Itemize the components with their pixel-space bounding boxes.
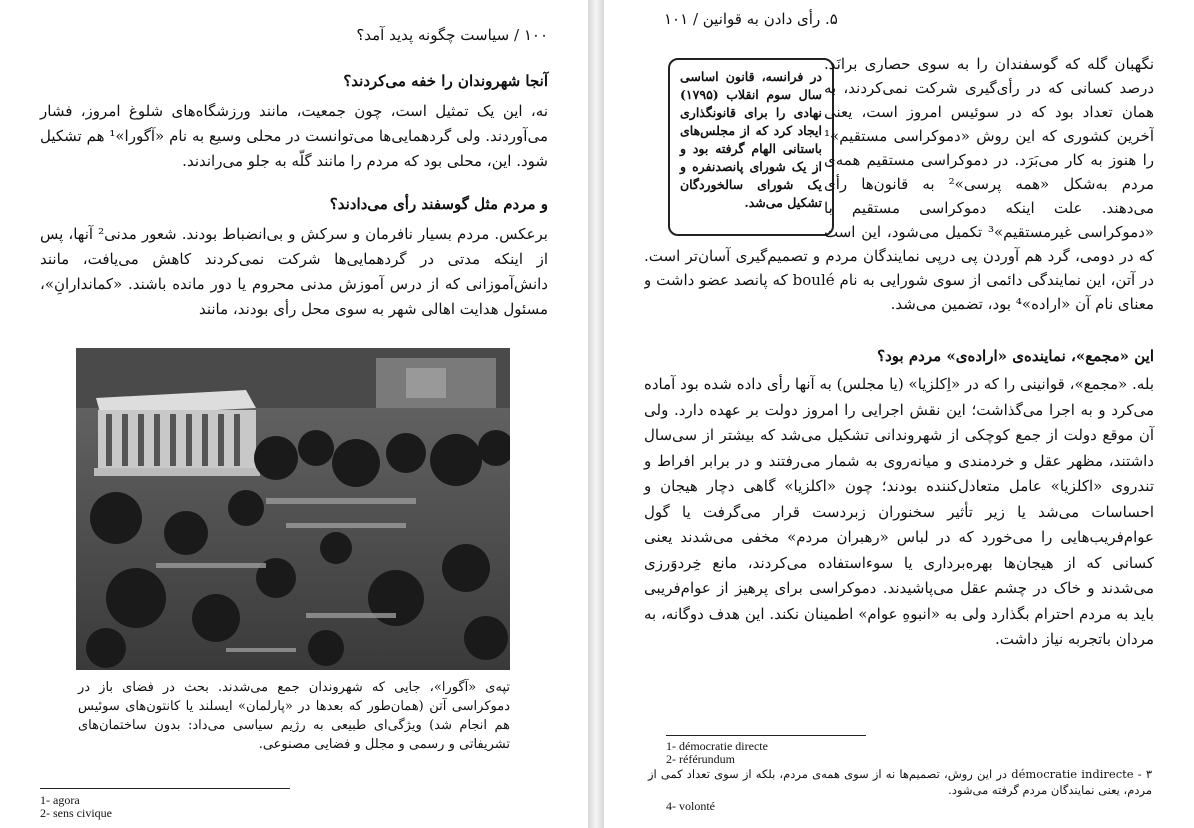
footnote-rule — [666, 735, 866, 736]
question-heading: این «مجمع»، نماینده‌ی «اراده‌ی» مردم بود؟ — [877, 347, 1154, 365]
body-paragraph — [644, 52, 1154, 342]
body-paragraph: بله. «مجمع»، قوانینی را که در «اِکلزیا» (یا مجلس) به آنها رأی داده شده بود آماده می‌کرد و به اجرا می‌گذاشت؛ این نقش اجرایی را امروز دولت بر عهده دارد. ولی آن موقع دولت از جمع کوچکی از شهروندانی تشکیل می‌شد که بیشتر از سی‌سال داشتند، مظهر عقل و خردمندی و میانه‌روی به شمار می‌رفتند و در برابر افراط و تندروی «اکلزیا» عامل متعادل‌کننده بودند؛ چون «اکلزیا» گاهی دچار هیجان و احساسات می‌شد یا زیر تأثیر سخنوران زبردست قرار می‌گرفت یا گول عوام‌فریب‌هایی را می‌خورد که در لباس «رهبران مردم» مخفی می‌شدند یعنی کسانی که از هیجان‌ها بهره‌برداری یا سوءاستفاده می‌کردند، مانع خِردوَرزی می‌شدند و خاک در چشم عقل می‌پاشیدند. دموکراسی برای پرهیز از عوام‌فریبی باید به مردم احترام بگذارد ولی به «انبوهِ عوام» اطمینان نکند. این هدف دوگانه، به مردان باتجربه نیاز داشت. — [644, 375, 1154, 648]
body-paragraph: نه، این یک تمثیل است، چون جمعیت، مانند ورزشگاه‌های شلوغ امروز، فشار می‌آوردند. ولی گردهمایی‌ها می‌توانست در محلی وسیع به نام «آگورا»¹ هم تشکیل شود. این، محلی بود که مردم را مانند گلّه به جلو می‌راندند. — [40, 102, 548, 170]
footnote-item: 1- démocratie directe — [666, 739, 768, 753]
left-page-header: ۱۰۰ / سیاست چگونه پدید آمد؟ — [356, 26, 548, 44]
footnote-item: 2- référundum — [666, 752, 735, 766]
book-gutter — [588, 0, 604, 828]
photo-caption: تپه‌ی «آگورا»، جایی که شهروندان جمع می‌شدند. بحث در فضای باز در دموکراسی آتن (همان‌طور که بعدها در «پارلمان» ایسلند یا کانتون‌های سوئیس هم انجام شد) ویژگی‌ای طبیعی به رژیم سیاسی می‌داد: بدون ساختمان‌های تشریفاتی و رسمی و مجلل و فضایی مصنوعی. — [78, 680, 510, 752]
left-page — [0, 0, 588, 828]
footnote-item: ٣ - démocratie indirecte در این روش، تصمیم‌ها نه از سوی همه‌ی مردم، بلکه از سوی تعداد کمی از مردم، یعنی نمایندگان مردم گرفته می‌شود. — [648, 767, 1152, 797]
footnotes-list — [666, 740, 768, 766]
footnotes-list — [40, 794, 112, 820]
body-text: نگهبان گله که گوسفندان را به سوی حصاری برانَد. درصد کسانی که در رأی‌گیری شرکت نمی‌کردند، به همان تعداد بود که در سوئیس امروز است، یعنی آخرین کشوری که این روش «دموکراسی مستقیم»¹ را هنوز به کار می‌بَرَد. در دموکراسی مستقیم همه‌ی مردم به‌شکل «همه پرسی»² به قانون‌ها رأی می‌دهند. علت اینکه دموکراسی مستقیم با «دموکراسی غیرمستقیم»³ تکمیل می‌شود، این است که در دومی، گرد هم آوردن پی درپی نمایندگان مردم و تصمیم‌گیری آسان‌تر است. در آتن، این نمایندگی دائمی از سوی شورایی به نام boulé که پانصد عضو داشت و معنای نام آن «اراده»⁴ بود، تضمین می‌شد. — [644, 55, 1154, 313]
right-page-header: ۵. رأی دادن به قوانین / ۱۰۱ — [664, 10, 838, 28]
footnote-item: 2- sens civique — [40, 806, 112, 820]
footnote-rule — [40, 788, 290, 789]
sidebox-spacer — [644, 52, 824, 230]
sidebar-note: در فرانسه، قانون اساسی سال سوم انقلاب (۱۷۹۵) نهادی را برای قانونگذاری ایجاد کرد که از مجلس‌های باستانی الهام گرفته بود و از یک شورای پانصدنفره و یک شورای سالخوردگان تشکیل می‌شد. — [668, 58, 834, 236]
footnote-item: 1- agora — [40, 793, 80, 807]
photo-image — [76, 348, 510, 670]
question-heading: آنجا شهروندان را خفه می‌کردند؟ — [343, 72, 548, 90]
footnote-item: 4- volonté — [666, 799, 715, 813]
question-heading: و مردم مثل گوسفند رأی می‌دادند؟ — [329, 195, 548, 213]
right-page — [604, 0, 1194, 828]
body-paragraph: برعکس. مردم بسیار نافرمان و سرکش و بی‌انضباط بودند. شعور مدنی² آنها، پس از اینکه مدتی در گردهمایی‌ها شرکت نمی‌کردند کاهش می‌یافت، مانند دانش‌آموزانی که از درس آموزش مدنی محروم یا دور مانده باشند. «کماندارانِ»، مسئول هدایت اهالی شهر به سوی محل رأی بودند، مانند — [40, 225, 548, 318]
agora-photo — [76, 348, 510, 670]
